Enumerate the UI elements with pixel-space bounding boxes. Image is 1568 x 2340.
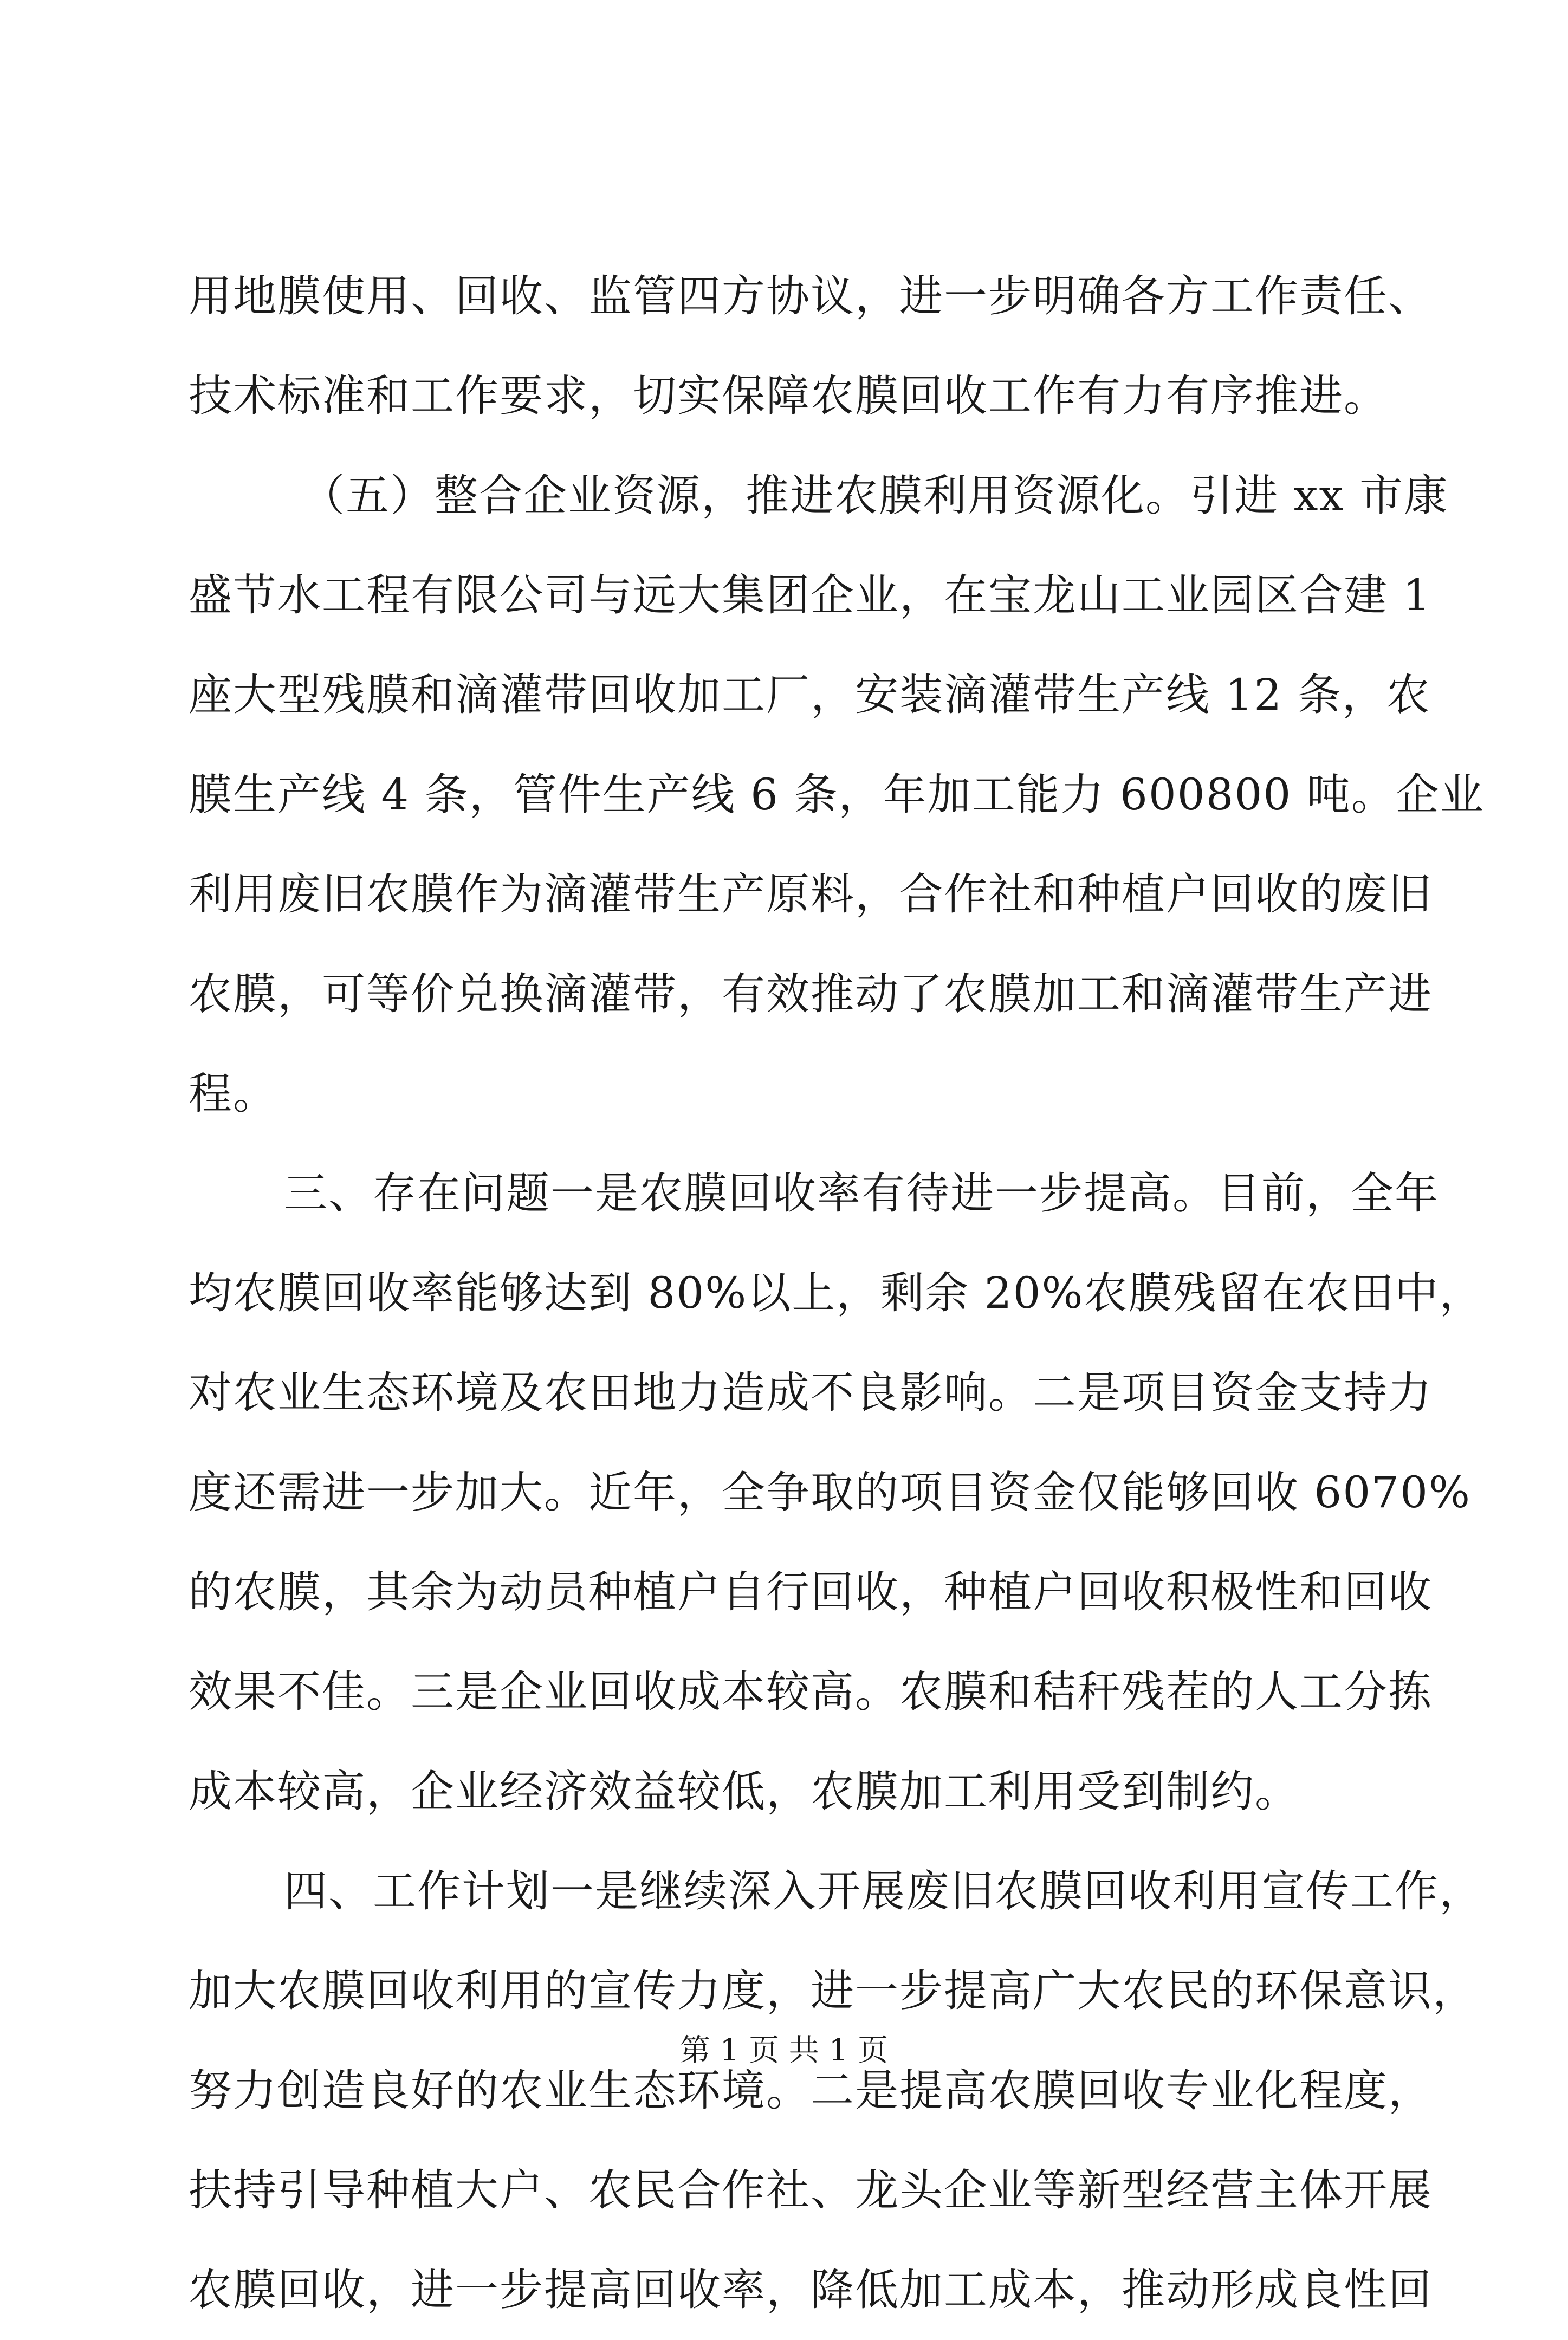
text-line: 扶持引导种植大户、农民合作社、龙头企业等新型经营主体开展	[189, 2165, 1433, 2215]
section-heading-line: （五）整合企业资源，推进农膜利用资源化。引进 xx 市康	[301, 470, 1449, 521]
page-footer	[0, 2029, 1568, 2072]
text-line: 的农膜，其余为动员种植户自行回收，种植户回收积极性和回收	[189, 1567, 1433, 1617]
text-line: 加大农膜回收利用的宣传力度，进一步提高广大农民的环保意识，	[189, 1966, 1477, 2016]
section-heading-line: 四、工作计划一是继续深入开展废旧农膜回收利用宣传工作，	[284, 1866, 1483, 1916]
text-line: 度还需进一步加大。近年，全争取的项目资金仅能够回收 6070%	[189, 1467, 1472, 1518]
page-number-label: 第 1 页 共 1 页	[679, 2033, 889, 2068]
text-line: 成本较高，企业经济效益较低，农膜加工利用受到制约。	[189, 1766, 1299, 1817]
text-line: 膜生产线 4 条，管件生产线 6 条，年加工能力 600800 吨。企业	[189, 769, 1485, 820]
text-line: 座大型残膜和滴灌带回收加工厂，安装滴灌带生产线 12 条，农	[189, 670, 1431, 720]
text-line: 程。	[189, 1068, 277, 1119]
body-text	[189, 247, 1485, 2340]
text-line: 盛节水工程有限公司与远大集团企业，在宝龙山工业园区合建 1	[189, 570, 1432, 620]
text-line: 效果不佳。三是企业回收成本较高。农膜和秸秆残茬的人工分拣	[189, 1667, 1433, 1717]
text-line: 对农业生态环境及农田地力造成不良影响。二是项目资金支持力	[189, 1367, 1433, 1418]
text-line: 利用废旧农膜作为滴灌带生产原料，合作社和种植户回收的废旧	[189, 869, 1433, 919]
text-line: 努力创造良好的农业生态环境。二是提高农膜回收专业化程度，	[189, 2065, 1433, 2116]
section-heading-line: 三、存在问题一是农膜回收率有待进一步提高。目前，全年	[284, 1168, 1439, 1218]
text-line: 农膜回收，进一步提高回收率，降低加工成本，推动形成良性回	[189, 2265, 1433, 2315]
text-line: 用地膜使用、回收、监管四方协议，进一步明确各方工作责任、	[189, 271, 1433, 321]
text-line: 均农膜回收率能够达到 80%以上，剩余 20%农膜残留在农田中，	[189, 1268, 1484, 1318]
text-line: 技术标准和工作要求，切实保障农膜回收工作有力有序推进。	[189, 371, 1388, 421]
text-line: 农膜，可等价兑换滴灌带，有效推动了农膜加工和滴灌带生产进	[189, 969, 1433, 1019]
